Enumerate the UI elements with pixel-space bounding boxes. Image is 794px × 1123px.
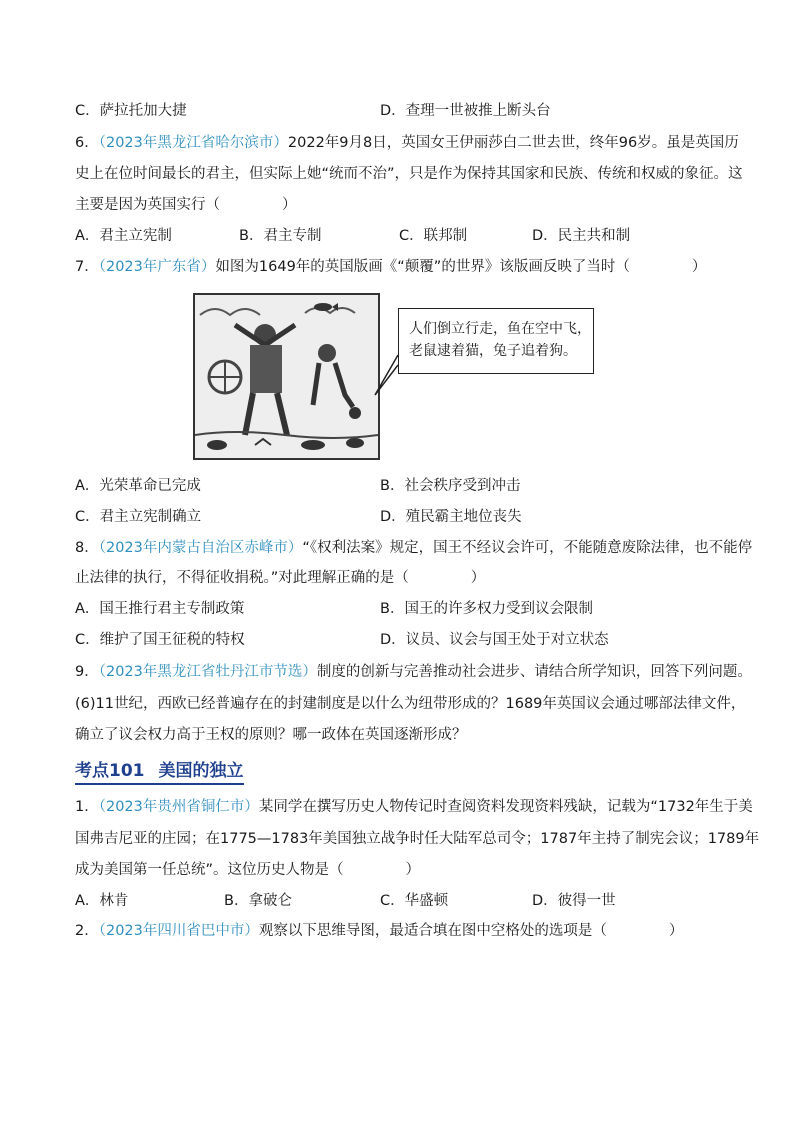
question-9-line-1: 9．（2023年黑龙江省牡丹江市节选）制度的创新与完善推动社会进步、请结合所学知识，回答下列问题。 bbox=[75, 664, 752, 680]
option-a: A．君主立宪制 bbox=[75, 228, 172, 244]
question-9-line-3: 确立了议会权力高于王权的原则？哪一政体在英国逐渐形成？ bbox=[75, 727, 467, 743]
question-7-line-1: 7．（2023年广东省）如图为1649年的英国版画《“颠覆”的世界》该版画反映了当时（ ） bbox=[75, 259, 707, 275]
option-a: A．光荣革命已完成 bbox=[75, 478, 201, 494]
option-d: D．查理一世被推上断头台 bbox=[380, 103, 551, 119]
question-8-line-2: 止法律的执行，不得征收捐税。”对此理解正确的是（ ） bbox=[75, 570, 486, 586]
question-6-line-1 bbox=[75, 133, 739, 153]
question-number: 1． bbox=[75, 799, 99, 815]
question-number: 6． bbox=[75, 135, 99, 151]
option-d: D．殖民霸主地位丧失 bbox=[380, 509, 522, 525]
question-source: （2023年内蒙古自治区赤峰市） bbox=[98, 540, 303, 556]
option-d: D．彼得一世 bbox=[532, 893, 616, 909]
section-label: 考点101 bbox=[75, 761, 145, 781]
section-question-2-line-1: 2．（2023年四川省巴中市）观察以下思维导图，最适合填在图中空格处的选项是（ ） bbox=[75, 923, 684, 939]
option-c: C．萨拉托加大捷 bbox=[75, 103, 187, 119]
question-source: （2023年四川省巴中市） bbox=[98, 923, 259, 939]
question-6-line-3: 主要是因为英国实行（ ） bbox=[75, 197, 297, 213]
question-6-line-2: 史上在位时间最长的君主，但实际上她“统而不治”，只是作为保持其国家和民族、传统和权威的象征。这 bbox=[75, 166, 743, 182]
option-b: B．社会秩序受到冲击 bbox=[380, 478, 521, 494]
section-question-1-line-2: 国弗吉尼亚的庄园；在1775—1783年美国独立战争时任大陆军总司令；1787年主持了制宪会议；1789年 bbox=[75, 831, 760, 847]
option-b: B．拿破仑 bbox=[224, 893, 292, 909]
option-c: C．华盛顿 bbox=[380, 893, 449, 909]
section-question-1-line-1: 1．（2023年贵州省铜仁市）某同学在撰写历史人物传记时查阅资料发现资料残缺，记载为“1732年生于美 bbox=[75, 799, 753, 815]
option-b: B．国王的许多权力受到议会限制 bbox=[380, 601, 593, 617]
option-c: C．君主立宪制确立 bbox=[75, 509, 202, 525]
option-c: C．维护了国王征税的特权 bbox=[75, 632, 245, 648]
section-title: 美国的独立 bbox=[158, 761, 244, 781]
section-question-1-line-3: 成为美国第一任总统”。这位历史人物是（ ） bbox=[75, 862, 421, 878]
option-b: B．君主专制 bbox=[239, 228, 322, 244]
question-text: 2022年9月8日，英国女王伊丽莎白二世去世，终年96岁。虽是英国历 bbox=[287, 135, 739, 151]
bubble-line-1: 人们倒立行走，鱼在空中飞， bbox=[409, 321, 591, 337]
question-number: 2． bbox=[75, 923, 99, 939]
question-source: （2023年贵州省铜仁市） bbox=[98, 799, 259, 815]
question-source: （2023年黑龙江省哈尔滨市） bbox=[98, 135, 288, 151]
option-a: A．林肯 bbox=[75, 893, 129, 909]
question-number: 8． bbox=[75, 540, 99, 556]
bubble-line-2: 老鼠逮着猫，兔子追着狗。 bbox=[409, 343, 577, 359]
question-source: （2023年广东省） bbox=[98, 259, 216, 275]
section-heading bbox=[75, 760, 244, 785]
question-source: （2023年黑龙江省牡丹江市节选） bbox=[98, 664, 317, 680]
question-number: 9． bbox=[75, 664, 99, 680]
woodcut-print-image bbox=[193, 293, 380, 460]
question-8-line-1: 8．（2023年内蒙古自治区赤峰市）“《权利法案》规定，国王不经议会许可，不能随意废除法律，也不能停 bbox=[75, 540, 753, 556]
question-number: 7． bbox=[75, 259, 99, 275]
question-9-line-2: (6)11世纪，西欧已经普遍存在的封建制度是以什么为纽带形成的？1689年英国议会通过哪部法律文件， bbox=[75, 696, 746, 712]
option-c: C．联邦制 bbox=[399, 228, 468, 244]
speech-bubble bbox=[398, 308, 594, 374]
option-a: A．国王推行君主专制政策 bbox=[75, 601, 245, 617]
option-d: D．议员、议会与国王处于对立状态 bbox=[380, 632, 609, 648]
option-d: D．民主共和制 bbox=[532, 228, 631, 244]
